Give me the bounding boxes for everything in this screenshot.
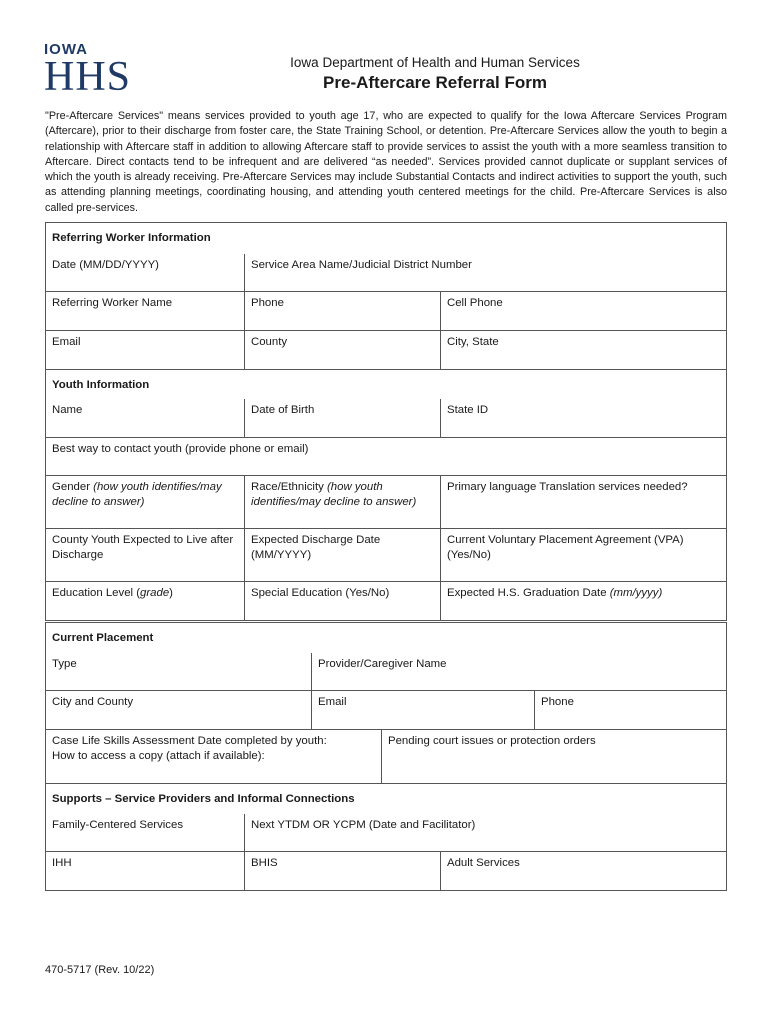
worker-phone-field[interactable]: Phone <box>245 292 441 331</box>
primary-language-field[interactable]: Primary language Translation services needed? <box>441 476 727 529</box>
education-label: Education Level ( <box>52 587 141 599</box>
vpa-note: (Yes/No) <box>447 549 491 561</box>
worker-county-field[interactable]: County <box>245 331 441 370</box>
placement-email-field[interactable]: Email <box>312 691 535 730</box>
vpa-field[interactable] <box>441 529 727 582</box>
worker-cell-phone-field[interactable]: Cell Phone <box>441 292 727 331</box>
ihh-field[interactable]: IHH <box>46 852 245 891</box>
race-ethnicity-field[interactable] <box>245 476 441 529</box>
family-centered-services-field[interactable]: Family-Centered Services <box>46 814 245 852</box>
gender-note: (how youth identifies/may decline to answer) <box>52 481 222 508</box>
life-skills-line-1: Case Life Skills Assessment Date completed by youth: <box>52 735 327 747</box>
discharge-date-field[interactable] <box>245 529 441 582</box>
graduation-date-field[interactable] <box>441 582 727 621</box>
race-label: Race/Ethnicity <box>251 481 324 493</box>
referring-worker-section <box>45 222 727 370</box>
graduation-label: Expected H.S. Graduation Date <box>447 587 607 599</box>
iowa-hhs-logo <box>44 41 132 100</box>
gender-field[interactable] <box>46 476 245 529</box>
adult-services-field[interactable]: Adult Services <box>441 852 727 891</box>
placement-type-field[interactable]: Type <box>46 653 312 691</box>
contact-youth-field[interactable]: Best way to contact youth (provide phone or email) <box>46 438 727 476</box>
youth-information-section <box>45 369 727 621</box>
pending-court-field[interactable]: Pending court issues or protection orders <box>382 730 727 784</box>
logo-state: IOWA <box>44 41 88 58</box>
provider-caregiver-field[interactable]: Provider/Caregiver Name <box>312 653 727 691</box>
education-level-field[interactable] <box>46 582 245 621</box>
form-title: Pre-Aftercare Referral Form <box>323 73 547 92</box>
agency-name: Iowa Department of Health and Human Services <box>290 55 580 70</box>
intro-paragraph: "Pre-Aftercare Services" means services provided to youth age 17, who are expected to qualify for the Iowa Aftercare Services Program (Aftercare), prior to their discharge from foster care, the State Training School, or detention. Pre-Aftercare Services allow the youth to begin a relationship with Aftercare staff in addition to allowing Aftercare staff to provide services to assist the youth with a more seamless transition to Aftercare. Direct contacts tend to be infrequent and are delivered “as needed”. Services provided cannot duplicate or supplant services of which the youth is already receiving. Pre-Aftercare Services may include Substantial Contacts and indirect activities to support the youth, such as attending planning meetings, coordinating housing, and attending youth centered meetings for the child. Pre-Aftercare Services is also called pre-services. <box>45 110 727 214</box>
placement-phone-field[interactable]: Phone <box>535 691 727 730</box>
referring-worker-heading: Referring Worker Information <box>46 223 727 254</box>
life-skills-line-2: How to access a copy (attach if available): <box>52 750 265 762</box>
education-note: grade <box>140 587 170 599</box>
graduation-note: (mm/yyyy) <box>609 587 663 599</box>
worker-email-field[interactable]: Email <box>46 331 245 370</box>
education-close: ) <box>169 587 173 599</box>
form-number: 470-5717 (Rev. 10/22) <box>45 964 155 976</box>
youth-information-heading: Youth Information <box>46 370 727 399</box>
supports-heading: Supports – Service Providers and Informal Connections <box>46 784 727 814</box>
city-county-field[interactable]: City and County <box>46 691 312 730</box>
vpa-label: Current Voluntary Placement Agreement (VPA) <box>447 534 684 546</box>
discharge-note: (MM/YYYY) <box>251 549 312 561</box>
youth-name-field[interactable]: Name <box>46 399 245 438</box>
county-expected-field[interactable]: County Youth Expected to Live after Discharge <box>46 529 245 582</box>
supports-section <box>45 783 727 891</box>
worker-name-field[interactable]: Referring Worker Name <box>46 292 245 331</box>
date-field[interactable]: Date (MM/DD/YYYY) <box>46 254 245 292</box>
current-placement-section <box>45 622 727 784</box>
state-id-field[interactable]: State ID <box>441 399 727 438</box>
discharge-label: Expected Discharge Date <box>251 534 381 546</box>
next-ytdm-field[interactable]: Next YTDM OR YCPM (Date and Facilitator) <box>245 814 727 852</box>
logo-hhs: HHS <box>44 54 132 100</box>
gender-label: Gender <box>52 481 90 493</box>
service-area-field[interactable]: Service Area Name/Judicial District Number <box>245 254 727 292</box>
worker-city-state-field[interactable]: City, State <box>441 331 727 370</box>
special-education-field[interactable]: Special Education (Yes/No) <box>245 582 441 621</box>
life-skills-assessment-field[interactable] <box>46 730 382 784</box>
race-note: (how youth identifies/may decline to answer) <box>251 481 417 508</box>
current-placement-heading: Current Placement <box>46 623 727 653</box>
bhis-field[interactable]: BHIS <box>245 852 441 891</box>
date-of-birth-field[interactable]: Date of Birth <box>245 399 441 438</box>
